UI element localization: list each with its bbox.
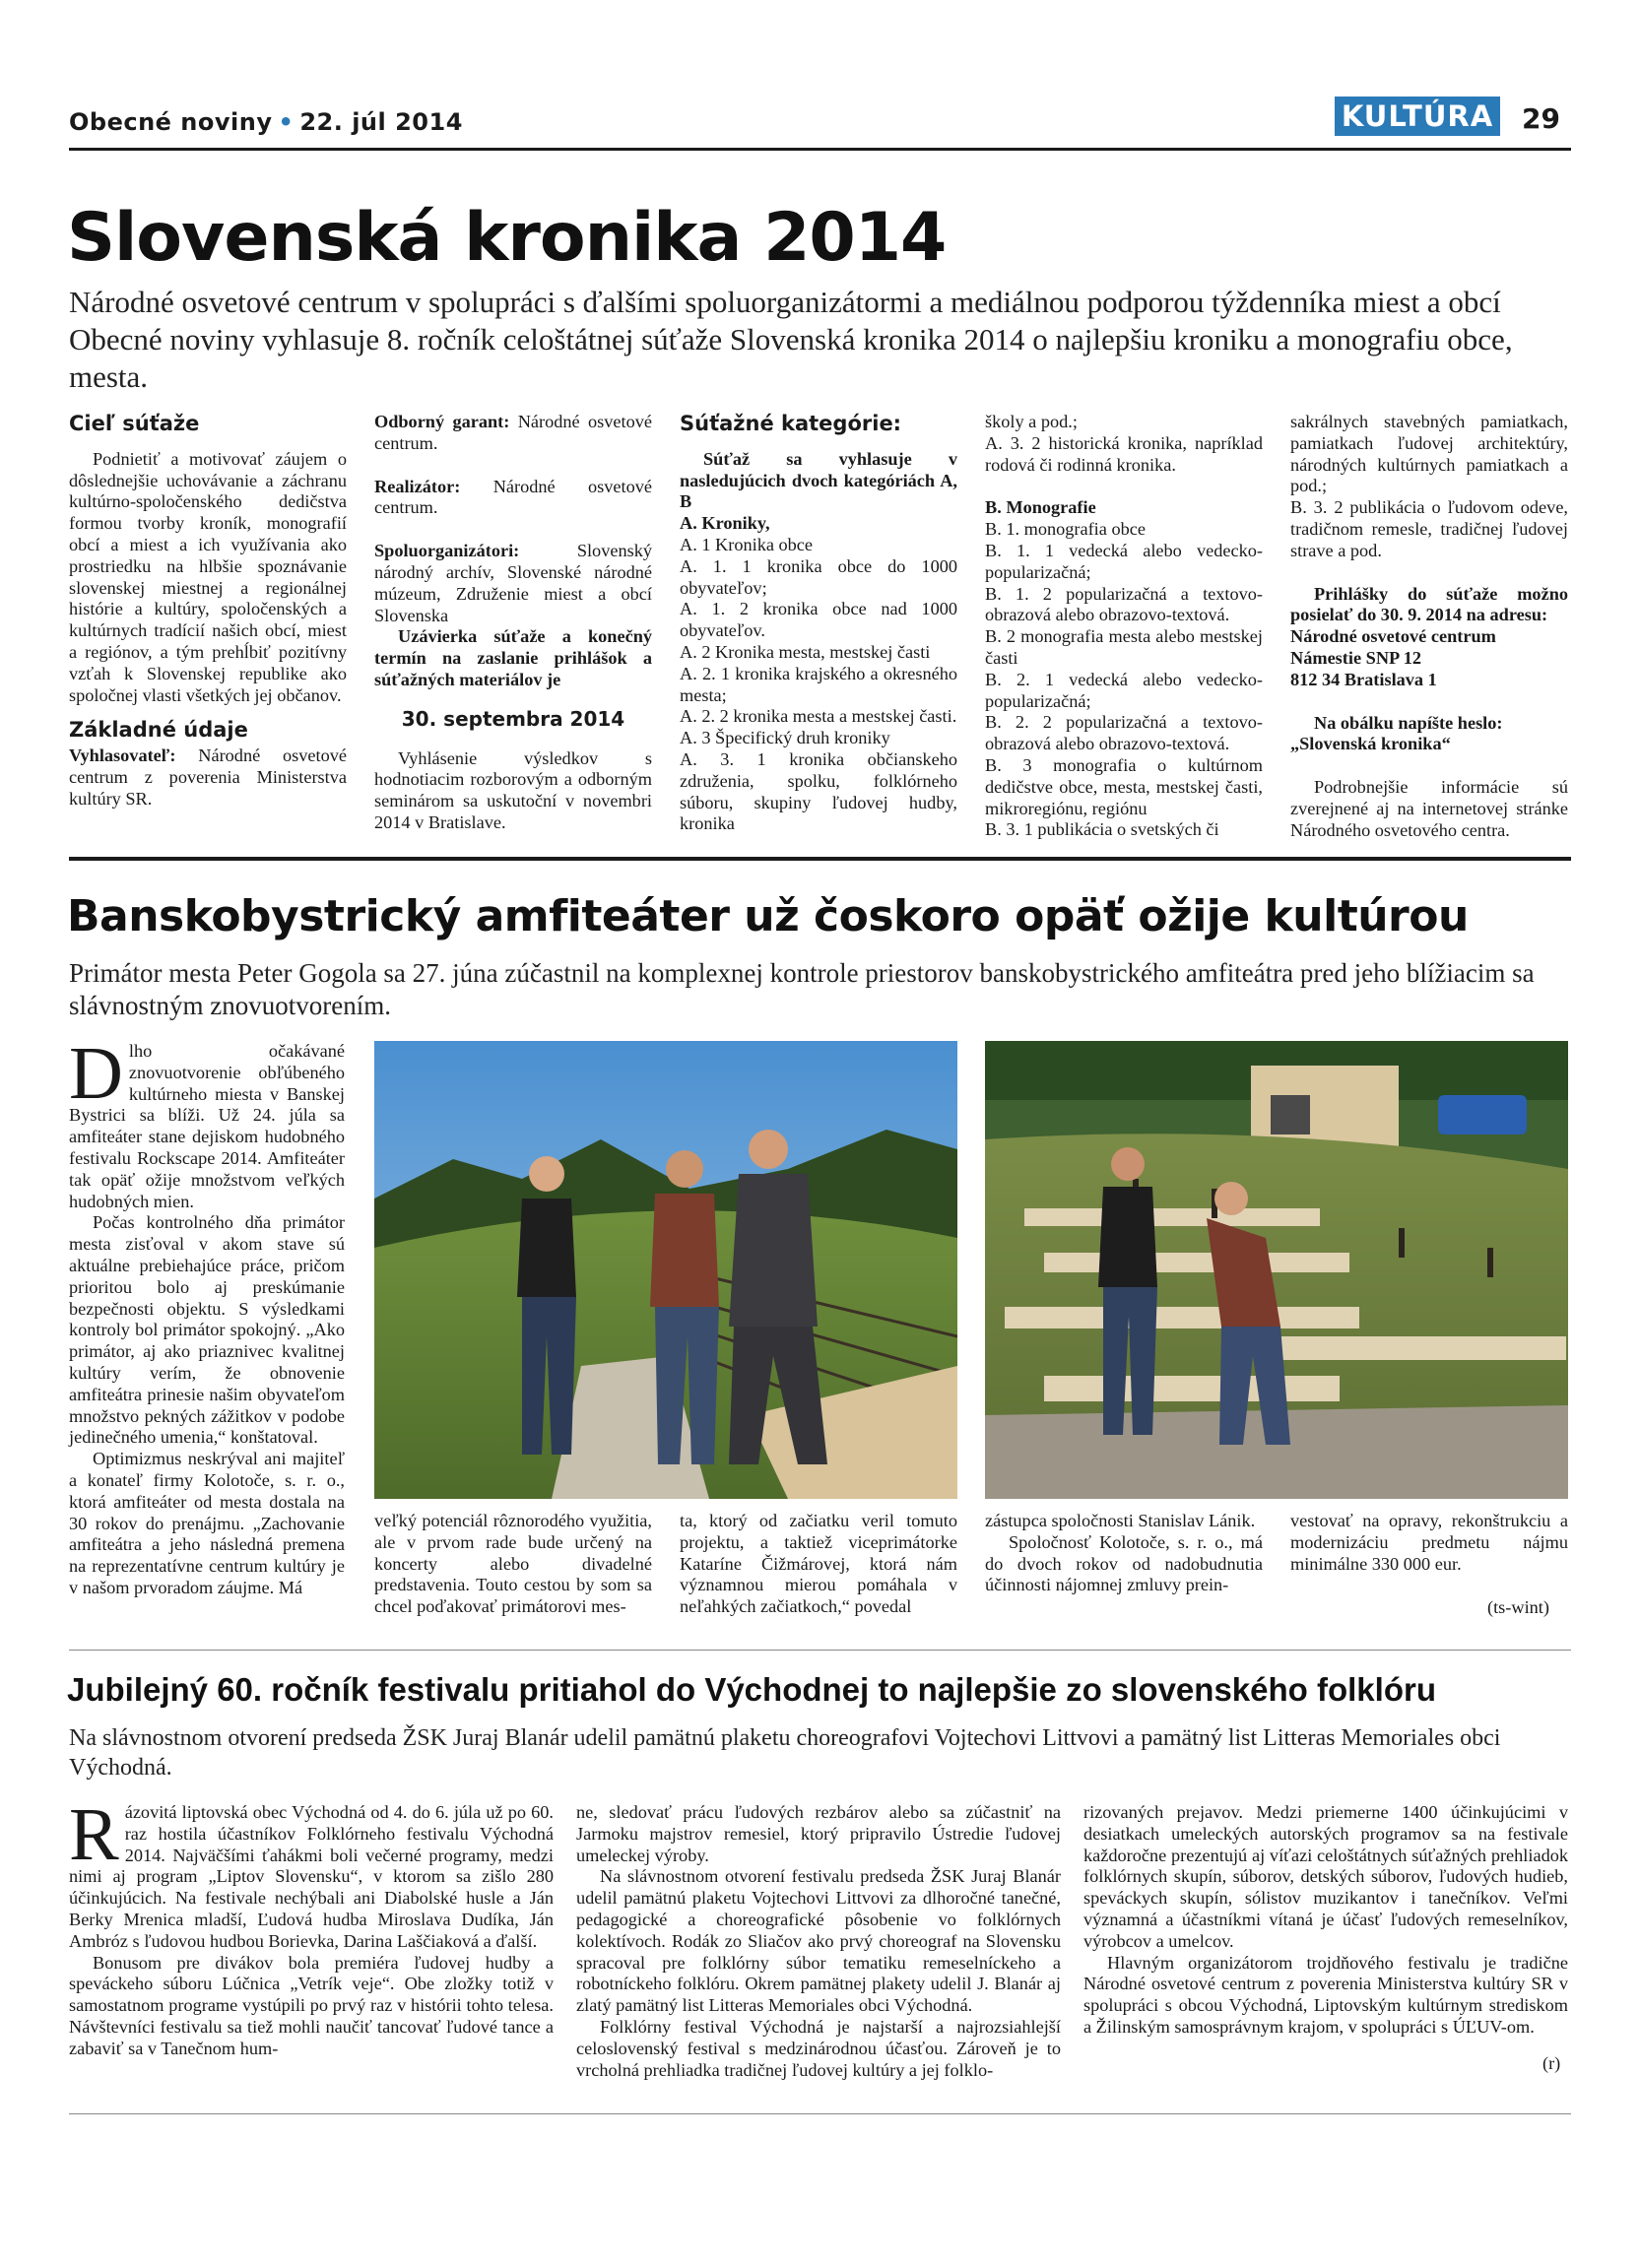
category-b-item: B. 2. 2 popularizačná a textovo-obrazová alebo obrazovo-textová.: [985, 712, 1263, 754]
article2-col5: [1290, 1511, 1568, 1575]
article3-col2: [576, 1802, 1061, 2081]
header-rule: [69, 148, 1571, 151]
deadline-date: 30. septembra 2014: [401, 706, 625, 731]
paragraph: zástupca spoločnosti Stanislav Lánik.: [985, 1511, 1256, 1530]
category-b-item: B. 3 monografia o kultúrnom dedičstve obce, mesta, mestskej časti, mikroregiónu, regiónu: [985, 754, 1263, 818]
section-badge: KULTÚRA: [1335, 97, 1500, 136]
article2-col1: [69, 1032, 345, 1599]
deadline-text: Uzávierka súťaže a konečný termín na zaslanie prihlášok a súťažných materiálov je: [374, 626, 652, 689]
paragraph: Spoločnosť Kolotoče, s. r. o., má do dvoch rokov od nadobudnutia účinnosti nájomnej zmluvy prein-: [985, 1531, 1263, 1595]
article2-lead: Primátor mesta Peter Gogola sa 27. júna zúčastnil na komplexnej kontrole priestorov banskobystrického amfiteátra pred jeho blížiacim sa slávnostným znovuotvorením.: [69, 958, 1535, 1020]
paragraph: vestovať na opravy, rekonštrukciu a modernizáciu predmetu nájmu minimálne 330 000 eur.: [1290, 1511, 1568, 1574]
article2-title: Banskobystrický amfiteáter už čoskoro opäť ožije kultúrou: [67, 891, 1469, 941]
address-intro: Prihlášky do súťaže možno posielať do 30. 9. 2014 na adresu:: [1290, 583, 1568, 625]
amphitheater-photo-benches: [985, 1041, 1568, 1499]
category-a-item: A. 2 Kronika mesta, mestskej časti: [680, 641, 931, 662]
category-a-item: A. 2. 1 kronika krajského a okresného mesta;: [680, 663, 957, 705]
paragraph: veľký potenciál rôznorodého využitia, ale v prvom rade bude určený na koncerty alebo divadelné predstavenia. Touto cestou by som sa chcel poďakovať primátorovi mes-: [374, 1511, 652, 1617]
paragraph: Bonusom pre divákov bola premiéra ľudovej hudby a speváckeho súboru Lúčnica „Vetrík veje“. Obe zložky totiž v samostatnom programe vystúpili po prvý raz v histórii tohto telesa. Návštevníci festivalu sa tiež mohli naučiť tancovať ľudové tance a zabaviť sa v Tanečnom hum-: [69, 1952, 554, 2058]
category-b-item: B. 2. 1 vedecká alebo vedecko-popularizačná;: [985, 669, 1263, 711]
article-divider: [69, 1650, 1571, 1651]
article3-title: Jubilejný 60. ročník festivalu pritiahol do Východnej to najlepšie zo slovenského folklóru: [67, 1671, 1436, 1708]
category-b: B. Monografie: [985, 497, 1096, 518]
paragraph: Hlavným organizátorom trojdňového festivalu je tradične Národné osvetové centrum z poverenia Ministerstva kultúry SR v spolupráci s obcou Východná, Liptovským kultúrnym strediskom a Žilinským samosprávnym krajom, v spolupráci s ÚĽUV-om.: [1083, 1952, 1568, 2037]
address-line: Národné osvetové centrum: [1290, 626, 1496, 647]
photo-illustration: [985, 1041, 1568, 1499]
article1-col2: [374, 412, 652, 834]
article3-signature: (r): [1542, 2053, 1561, 2073]
paragraph: Na slávnostnom otvorení festivalu predseda ŽSK Juraj Blanár udelil pamätnú plaketu Vojtechovi Littvovi za dlhoročné tanečné, pedagogické a choreografické pôsobenie vo folklórnych kolektívoch. Rodák zo Sliačov ako prvý choreograf na Slovensku spracoval pre folklórny súbor tematiku remeselníckeho a robotníckeho folklóru. Okrem pamätnej plakety udelil J. Blanár aj zlatý pamätný list Litteras Memoriales obci Východná.: [576, 1866, 1061, 2016]
bullet-icon: •: [278, 108, 295, 136]
photo-illustration: [374, 1041, 957, 1499]
guarantor-text: Odborný garant: Národné osvetové centrum.: [374, 412, 652, 453]
category-b-item: B. 1. monografia obce: [985, 519, 1146, 540]
address-line: 812 34 Bratislava 1: [1290, 669, 1437, 689]
goal-heading: Cieľ súťaže: [69, 412, 200, 435]
category-b-item: B. 3. 1 publikácia o svetských či: [985, 819, 1219, 840]
category-a-item: A. 1. 1 kronika obce do 1000 obyvateľov;: [680, 555, 957, 598]
article2-col4: [985, 1511, 1263, 1596]
paragraph: ta, ktorý od začiatku veril tomuto projektu, a taktiež viceprimátorke Kataríne Čižmárovej, ktorá nám významnou mierou pomáhala v neľahkých začiatkoch,“ povedal: [680, 1511, 957, 1617]
paragraph: Folklórny festival Východná je najstarší a najrozsiahlejší celoslovenský festival s medzinárodnou účasťou. Zároveň je to vrcholná prehliadka tradičnej ľudovej kultúry a jej folklo-: [576, 2016, 1061, 2080]
paragraph: rizovaných prejavov. Medzi priemerne 1400 účinkujúcimi v desiatkach umeleckých autorských programov sa na festivale každoročne prezentujú aj víťazi celoštátnych súťažných prehliadok folklórnych skupín, súborov, detských súborov, ľudových hudieb, speváckych skupín, sólistov muzikantov i tanečníkov. Veľmi významná a účastníkmi vítaná je účasť ľudových remeselníkov, výrobcov a umelcov.: [1083, 1802, 1568, 1951]
paragraph: ne, sledovať prácu ľudových rezbárov alebo sa zúčastniť na Jarmoku majstrov remesiel, ktorý pripravilo Ústredie ľudovej umeleckej výroby.: [576, 1802, 1061, 1865]
article1-col3: [680, 414, 957, 835]
masthead: [69, 108, 463, 136]
category-a-item: A. 3. 1 kronika občianskeho združenia, spolku, folklórneho súboru, skupiny ľudovej hudby, kronika: [680, 748, 957, 834]
category-a-item: A. 3. 2 historická kronika, napríklad rodová či rodinná kronika.: [985, 432, 1263, 475]
category-a-item: školy a pod.;: [985, 412, 1078, 431]
coorganizers-text: Spoluorganizátori: Slovenský národný archív, Slovenské národné múzeum, Združenie miest a obcí Slovenska: [374, 541, 652, 625]
article1-col5: [1290, 412, 1568, 842]
category-b-item: B. 3. 2 publikácia o ľudovom odeve, tradičnom remesle, tradičnej ľudovej strave a pod.: [1290, 497, 1568, 560]
announcer-text: Vyhlasovateľ: Národné osvetové centrum z poverenia Ministerstva kultúry SR.: [69, 745, 347, 809]
drop-cap: R: [69, 1793, 119, 1876]
basic-info-heading: Základné údaje: [69, 718, 248, 743]
category-a: A. Kroniky,: [680, 513, 770, 534]
article3-intro: Rázovitá liptovská obec Východná od 4. do 6. júla už po 60. raz hostila účastníkov Folklórneho festivalu Východná 2014. Najväčšími ťahákmi boli večerné programy, medzi nimi aj program „Liptov Slovensku“, v ktorom sa zišlo 280 účinkujúcich. Na festivale nechýbali ani Diabolské husle a Ján Berky Mrenica mladší, Ľudová hudba Miroslava Dudíka, Ján Ambróz s ľudovou hudbou Borievka, Darina Laščiaková a ďalší.: [69, 1793, 554, 1951]
article-divider: [69, 857, 1571, 861]
paragraph: Optimizmus neskrýval ani majiteľ a konateľ firmy Kolotoče, s. r. o., ktorá amfiteáter od mesta dostala na 30 rokov do prenájmu. „Zachovanie amfiteátra a jeho následná premena na reprezentatívne centrum kultúry je v našom prvoradom záujme. Má: [69, 1449, 345, 1597]
article1-lead: Národné osvetové centrum v spolupráci s ďalšími spoluorganizátormi a mediálnou podporou týždenníka miest a obcí Obecné noviny vyhlasuje 8. ročník celoštátnej súťaže Slovenská kronika 2014 o najlepšiu kroniku a monografiu obce, mesta.: [69, 285, 1513, 394]
organizer-text: Realizátor: Národné osvetové centrum.: [374, 476, 652, 518]
article1-col1: [69, 414, 347, 810]
article2-col2: [374, 1511, 652, 1618]
article1-title: Slovenská kronika 2014: [67, 199, 947, 277]
issue-date: 22. júl 2014: [299, 108, 463, 136]
article1-col4: [985, 412, 1263, 841]
envelope-motto: „Slovenská kronika“: [1290, 734, 1451, 754]
more-info: Podrobnejšie informácie sú zverejnené aj na internetovej stránke Národného osvetového centra.: [1290, 777, 1568, 840]
categories-heading: Súťažné kategórie:: [680, 412, 902, 435]
category-a-item: A. 1 Kronika obce: [680, 534, 814, 554]
category-b-item: sakrálnych stavebných pamiatkach, pamiatkach ľudovej architektúry, národných kultúrnych pamiatkach a pod.;: [1290, 412, 1568, 496]
category-b-item: B. 1. 1 vedecká alebo vedecko-popularizačná;: [985, 540, 1263, 582]
envelope-text: Na obálku napíšte heslo:: [1314, 712, 1503, 733]
article2-col3: [680, 1511, 957, 1618]
results-text: Vyhlásenie výsledkov s hodnotiacim rozborovým a odborným seminárom sa uskutoční v novembri 2014 v Bratislave.: [374, 747, 652, 832]
article2-intro: Dlho očakávané znovuotvorenie obľúbeného kultúrneho miesta v Banskej Bystrici sa blíži. Už 24. júla sa amfiteáter stane dejiskom hudobného festivalu Rockscape 2014. Amfiteáter tak opäť ožije množstvom veľkých hudobných mien.: [69, 1032, 345, 1211]
article2-signature: (ts-wint): [1487, 1597, 1549, 1617]
category-a-item: A. 1. 2 kronika obce nad 1000 obyvateľov.: [680, 599, 957, 641]
category-b-item: B. 1. 2 popularizačná a textovo-obrazová alebo obrazovo-textová.: [985, 583, 1263, 625]
article3-col3: [1083, 1802, 1568, 2039]
article3-lead: Na slávnostnom otvorení predseda ŽSK Juraj Blanár udelil pamätnú plaketu choreografovi Vojtechovi Littvovi a pamätný list Litteras Memoriales obci Východná.: [69, 1725, 1501, 1781]
publication-name: Obecné noviny: [69, 108, 273, 136]
category-a-item: A. 2. 2 kronika mesta a mestskej časti.: [680, 706, 957, 727]
categories-intro: Súťaž sa vyhlasuje v nasledujúcich dvoch kategóriách A, B: [680, 448, 957, 512]
address-line: Námestie SNP 12: [1290, 647, 1422, 668]
drop-cap: D: [69, 1032, 123, 1115]
category-b-item: B. 2 monografia mesta alebo mestskej časti: [985, 626, 1263, 668]
paragraph: Počas kontrolného dňa primátor mesta zisťoval v akom stave sú aktuálne prebiehajúce práce, pričom prioritou bolo aj preskúmanie bezpečnosti objektu. S výsledkami kontroly bol primátor spokojný. „Ako primátor, aj ako priaznivec kvalitnej kultúry verím, že obnovenie amfiteátra prinesie našim obyvateľom množstvo pekných zážitkov v podobe jedinečného umenia,“ konštatoval.: [69, 1212, 345, 1448]
amphitheater-photo-inspection: [374, 1041, 957, 1499]
footer-rule: [69, 2113, 1571, 2114]
goal-text: Podnietiť a motivovať záujem o dôslednejšie uchovávanie a záchranu kultúrno-spoločenského dedičstva formou tvorby kroník, monografií obcí a miest a ich využívania ako prostriedku na hlbšie spoznávanie slovenskej miestnej a regionálnej histórie a kultúry, spoločenských a kultúrnych tradícií našich obcí, miest a regiónov, a tým prehĺbiť pozitívny vzťah k Slovenskej republike ako spoločnej vlasti všetkých jej občanov.: [69, 448, 347, 705]
category-a-item: A. 3 Špecifický druh kroniky: [680, 728, 890, 748]
page-number: 29: [1522, 102, 1560, 135]
article3-col1: [69, 1793, 554, 2060]
